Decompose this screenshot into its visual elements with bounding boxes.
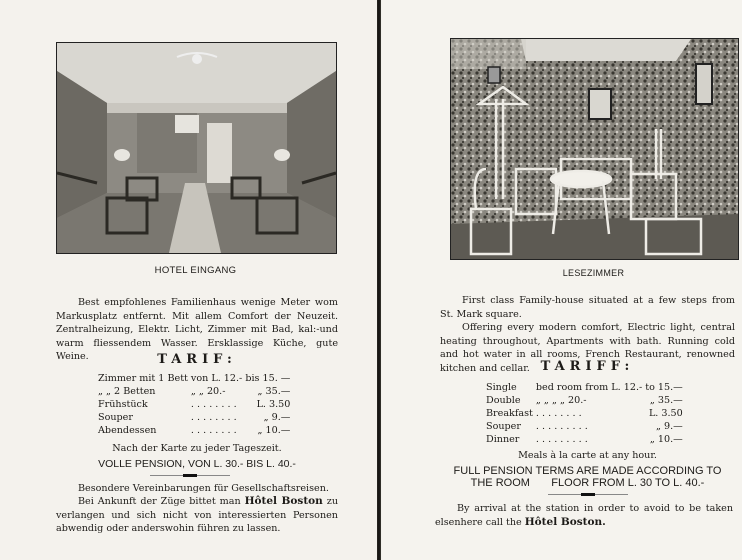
rate-row [98, 424, 293, 437]
rate-detail: „ „ 20.- [190, 386, 226, 397]
rate-price: „ 10.— [257, 425, 291, 436]
rate-row [486, 407, 686, 420]
right-photo-caption: LESEZIMMER [562, 268, 625, 278]
left-arrival-paragraph [56, 495, 338, 536]
rate-price: L. 3.50 [256, 399, 291, 410]
left-pension-line: VOLLE PENSION, VON L. 30.- BIS L. 40.- [98, 458, 296, 470]
rate-row [98, 411, 293, 424]
rate-row [486, 433, 686, 446]
rate-item: Single [486, 382, 517, 393]
rate-row [98, 385, 293, 398]
rate-price: L. 3.50 [648, 408, 683, 419]
rate-price: „ 9.— [263, 412, 291, 423]
rate-row [486, 381, 686, 394]
rate-row [98, 372, 293, 385]
rate-item: Frühstück [98, 399, 148, 410]
right-divider [548, 494, 628, 495]
right-pension-line-2: THE ROOM FLOOR FROM L. 30 TO L. 40.- [470, 477, 705, 489]
rate-price: „ 10.— [649, 434, 683, 445]
hotel-entrance-photo [56, 42, 337, 254]
rate-item: Souper [98, 412, 133, 423]
left-intro-paragraph: Best empfohlenes Familienhaus wenige Meter wom Markusplatz entfernt. Mit allem Comfort der Neuzeit. Zentralheizung, Elektr. Licht, Zimmer mit Bad, kal:-und warm fliessendem Wasser. Ersklassige Küche, gute Weine. [56, 297, 338, 362]
rate-price: to 15.— [645, 382, 683, 393]
rate-price: bis 15. — [245, 373, 291, 384]
rate-detail: . . . . . . . . [190, 412, 237, 423]
rate-row [486, 394, 686, 407]
left-photo-caption: HOTEL EINGANG [154, 265, 237, 276]
right-arrival-before: By arrival at the station in order to avoid to be taken elsenhere call the [435, 503, 733, 528]
rate-detail: . . . . . . . . [190, 399, 237, 410]
right-intro-paragraph-1: First class Family-house situated at a few steps from St. Mark square. [440, 295, 735, 320]
rate-row [98, 398, 293, 411]
right-carte-note: Meals à la carte at any hour. [518, 450, 657, 461]
rate-detail: . . . . . . . . . [535, 421, 588, 432]
rate-row [486, 420, 686, 433]
rate-item: Breakfast [486, 408, 533, 419]
right-arrival-paragraph [435, 502, 733, 529]
rate-detail: bed room from L. 12.- [535, 382, 643, 393]
left-rate-table [98, 372, 293, 437]
rate-item: Double [486, 395, 521, 406]
left-hotel-name: Hôtel Boston [244, 495, 323, 507]
left-arrival-before: Bei Ankunft der Züge bittet man [78, 496, 241, 507]
left-carte-note: Nach der Karte zu jeder Tageszeit. [112, 443, 282, 454]
rate-detail: von L. 12.- [190, 373, 243, 384]
left-divider [150, 475, 230, 476]
right-rate-table [486, 381, 686, 446]
rate-detail: . . . . . . . . [535, 408, 582, 419]
rate-detail: . . . . . . . . [190, 425, 237, 436]
rate-price: „ 9.— [656, 421, 683, 432]
left-arrival-after: zu verlangen und sich nicht von interessierten Personen abwendig oder anderswohin führen zu lassen. [56, 496, 338, 534]
rate-price: „ 35.— [257, 386, 291, 397]
rate-price: „ 35.— [649, 395, 683, 406]
right-intro-paragraph-2: Offering every modern comfort, Electric light, central heating throughout, Apartments with bath. Running cold and hot water in all rooms, French Restaurant, renowned kitchen and cellar. [440, 322, 735, 374]
left-special-note: Besondere Vereinbarungen für Gesellschaftsreisen. [78, 483, 329, 494]
reading-room-photo [450, 38, 739, 260]
rate-detail: „ „ „ „ 20.- [535, 395, 587, 406]
right-tariff-title: TARIFF: [540, 359, 635, 374]
rate-item: Zimmer mit 1 Bett [98, 373, 188, 384]
book-spine [377, 0, 381, 560]
right-pension-line-1: FULL PENSION TERMS ARE MADE ACCORDING TO [453, 465, 722, 477]
rate-item: Abendessen [98, 425, 157, 436]
rate-item: „ „ 2 Betten [98, 386, 156, 397]
rate-detail: . . . . . . . . . [535, 434, 588, 445]
left-tariff-title: TARIF: [157, 352, 237, 367]
rate-item: Souper [486, 421, 521, 432]
rate-item: Dinner [486, 434, 520, 445]
right-hotel-name: Hôtel Boston. [524, 515, 606, 528]
